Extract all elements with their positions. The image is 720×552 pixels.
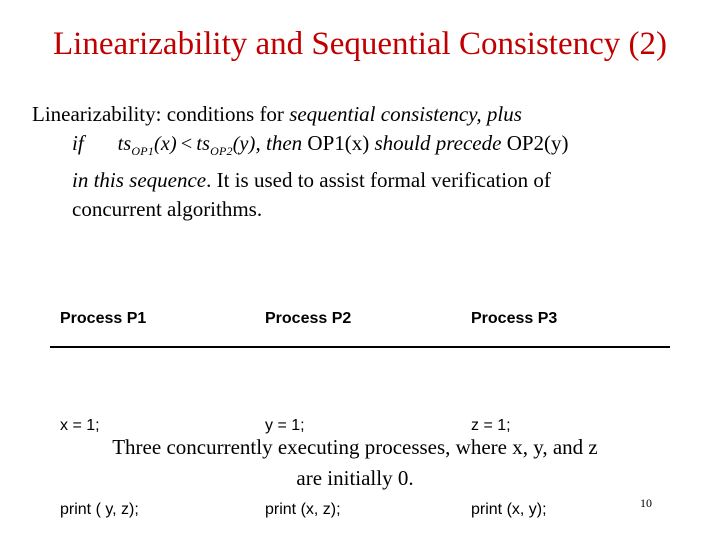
op2-text: OP2(y) (501, 131, 569, 155)
process-p1-line-2: print ( y, z); (60, 501, 139, 518)
process-p1-header: Process P1 (60, 310, 147, 327)
in-this-sequence-text: in this sequence (72, 168, 207, 192)
formula-sub-2: OP2 (210, 144, 233, 158)
caption-line-1: Three concurrently executing processes, where x, y, and z (112, 435, 598, 459)
page-number: 10 (640, 496, 652, 510)
definition-line-2 (32, 129, 672, 166)
process-p1-line-1: x = 1; (60, 417, 100, 434)
table-divider (50, 346, 670, 348)
formula-arg-2: (y) (232, 133, 256, 155)
process-p3-line-1: z = 1; (471, 417, 511, 434)
op1-text: OP1(x) (302, 131, 375, 155)
formula-arg-1: (x) (154, 133, 177, 155)
process-p2-header: Process P2 (265, 310, 352, 327)
definition-line-3 (32, 166, 672, 195)
process-table (56, 305, 672, 333)
slide-caption (40, 432, 670, 494)
should-precede-text: should precede (374, 131, 502, 155)
timestamp-formula (118, 130, 256, 166)
process-header-row (56, 305, 672, 333)
process-p3-line-2: print (x, y); (471, 501, 547, 518)
process-p2-line-2: print (x, z); (265, 501, 341, 518)
process-p2-line-1: y = 1; (265, 417, 305, 434)
definition-paragraph (32, 100, 672, 224)
definition-emphasis: sequential consistency, plus (289, 102, 522, 126)
process-p3-header: Process P3 (471, 310, 558, 327)
formula-operator: < (180, 133, 193, 155)
definition-text: Linearizability: conditions for (32, 102, 290, 126)
formula-ts-2: ts (196, 133, 211, 155)
slide-title: Linearizability and Sequential Consistency (2) (53, 26, 667, 62)
formula-ts-1: ts (117, 133, 132, 155)
definition-line-1 (32, 100, 672, 129)
formula-sub-1: OP1 (131, 144, 155, 158)
caption-line-2: are initially 0. (296, 466, 414, 490)
if-word: if (72, 131, 84, 155)
definition-line-4: concurrent algorithms. (72, 197, 263, 221)
then-word: , then (255, 131, 303, 155)
verification-text: . It is used to assist formal verification of (206, 168, 551, 192)
